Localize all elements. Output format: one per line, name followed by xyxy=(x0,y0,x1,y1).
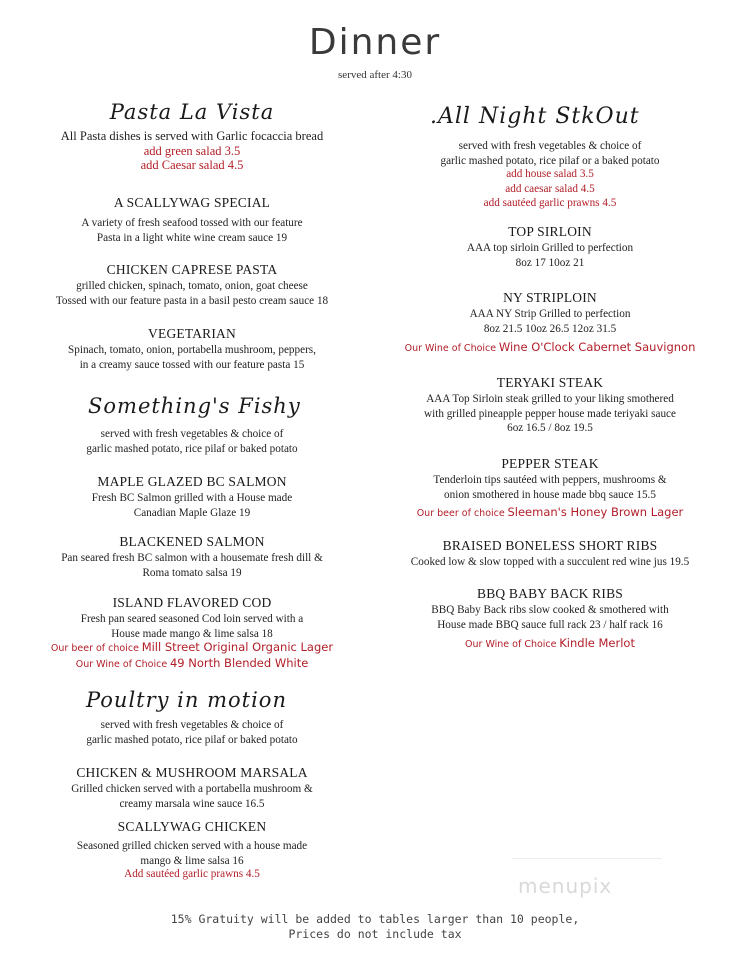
item-desc-mushroom-marsala: Grilled chicken served with a portabella mushroom & creamy marsala wine sauce 16.5 xyxy=(71,783,313,810)
item-desc-blackened-salmon: Pan seared fresh BC salmon with a housemate fresh dill & Roma tomato salsa 19 xyxy=(61,552,323,579)
item-name-ny-striploin: NY STRIPLOIN xyxy=(503,290,597,305)
item-desc-short-ribs: Cooked low & slow topped with a succulent red wine jus 19.5 xyxy=(410,556,690,568)
pasta-intro: All Pasta dishes is served with Garlic focaccia bread xyxy=(60,129,324,143)
watermark-divider xyxy=(512,858,662,859)
item-desc-vegetarian: Spinach, tomato, onion, portabella mushroom, peppers, in a creamy sauce tossed with our feature pasta 15 xyxy=(68,344,316,371)
footer-note xyxy=(0,912,750,942)
fishy-intro: served with fresh vegetables & choice of garlic mashed potato, rice pilaf or baked potato xyxy=(86,428,298,455)
pasta-extra-caesar-salad: add Caesar salad 4.5 xyxy=(140,158,244,172)
item-name-vegetarian: VEGETARIAN xyxy=(148,326,236,341)
section-heading-steak: .All Night StkOut xyxy=(430,104,640,129)
item-desc-top-sirloin: AAA top sirloin Grilled to perfection 8oz 17 10oz 21 xyxy=(466,242,634,269)
section-heading-poultry: Poultry in motion xyxy=(86,688,287,712)
item-name-top-sirloin: TOP SIRLOIN xyxy=(508,224,592,239)
section-heading-fishy: Something's Fishy xyxy=(88,394,301,418)
menu-title: Dinner xyxy=(308,22,442,63)
item-name-maple-salmon: MAPLE GLAZED BC SALMON xyxy=(97,474,287,489)
steak-extras: add house salad 3.5 add caesar salad 4.5 add sautéed garlic prawns 4.5 xyxy=(483,168,617,209)
item-name-bbq-ribs: BBQ BABY BACK RIBS xyxy=(476,586,623,601)
item-name-chicken-caprese: CHICKEN CAPRESE PASTA xyxy=(106,262,278,277)
watermark-logo: menupix xyxy=(518,874,613,898)
item-desc-island-cod: Fresh pan seared seasoned Cod loin served with a House made mango & lime salsa 18 xyxy=(80,613,304,640)
item-name-island-cod: ISLAND FLAVORED COD xyxy=(112,595,272,610)
item-desc-teryaki-steak: AAA Top Sirloin steak grilled to your liking smothered with grilled pineapple pepper house made teriyaki sauce 6oz 16.5 / 8oz 19.5 xyxy=(424,393,676,434)
item-desc-bbq-ribs: BBQ Baby Back ribs slow cooked & smothered with House made BBQ sauce full rack 23 / half rack 16 xyxy=(431,604,669,631)
item-name-pepper-steak: PEPPER STEAK xyxy=(501,456,599,471)
item-name-scallywag-chicken: SCALLYWAG CHICKEN xyxy=(117,819,267,834)
item-desc-pepper-steak: Tenderloin tips sautéed with peppers, mushrooms & onion smothered in house made bbq sauce 15.5 xyxy=(433,474,667,501)
section-heading-pasta: Pasta La Vista xyxy=(109,100,275,124)
item-name-short-ribs: BRAISED BONELESS SHORT RIBS xyxy=(442,538,658,553)
item-name-scallywag-special: A SCALLYWAG SPECIAL xyxy=(113,195,271,210)
pasta-extra-green-salad: add green salad 3.5 xyxy=(143,144,241,158)
steak-intro: served with fresh vegetables & choice of garlic mashed potato, rice pilaf or a baked potato xyxy=(440,140,660,167)
pairing-wine-bbq-ribs: Our Wine of Choice Kindle Merlot xyxy=(465,636,635,650)
scallywag-chicken-extra: Add sautéed garlic prawns 4.5 xyxy=(124,868,260,880)
item-desc-ny-striploin: AAA NY Strip Grilled to perfection 8oz 21.5 10oz 26.5 12oz 31.5 xyxy=(469,308,631,335)
item-desc-scallywag-special: A variety of fresh seafood tossed with our feature Pasta in a light white wine cream sauce 19 xyxy=(81,217,303,244)
pairing-wine-island-cod: Our Wine of Choice 49 North Blended White xyxy=(75,656,309,670)
item-name-teryaki-steak: TERYAKI STEAK xyxy=(496,375,604,390)
item-name-mushroom-marsala: CHICKEN & MUSHROOM MARSALA xyxy=(76,765,308,780)
item-desc-chicken-caprese: grilled chicken, spinach, tomato, onion, goat cheese Tossed with our feature pasta in a basil pesto cream sauce 18 xyxy=(55,280,329,307)
footer-tax: Prices do not include tax xyxy=(288,927,462,941)
item-desc-maple-salmon: Fresh BC Salmon grilled with a House made Canadian Maple Glaze 19 xyxy=(91,492,293,519)
menu-subtitle: served after 4:30 xyxy=(338,69,412,81)
item-desc-scallywag-chicken: Seasoned grilled chicken served with a house made mango & lime salsa 16 xyxy=(76,840,308,867)
pairing-wine-ny-striploin: Our Wine of Choice Wine O'Clock Cabernet Sauvignon xyxy=(404,340,696,354)
item-name-blackened-salmon: BLACKENED SALMON xyxy=(119,534,265,549)
footer-gratuity: 15% Gratuity will be added to tables larger than 10 people, xyxy=(170,912,580,926)
pairing-beer-island-cod: Our beer of choice Mill Street Original Organic Lager xyxy=(50,640,334,654)
poultry-intro: served with fresh vegetables & choice of garlic mashed potato, rice pilaf or baked potato xyxy=(86,719,298,746)
pairing-beer-pepper-steak: Our beer of choice Sleeman's Honey Brown Lager xyxy=(416,505,684,519)
